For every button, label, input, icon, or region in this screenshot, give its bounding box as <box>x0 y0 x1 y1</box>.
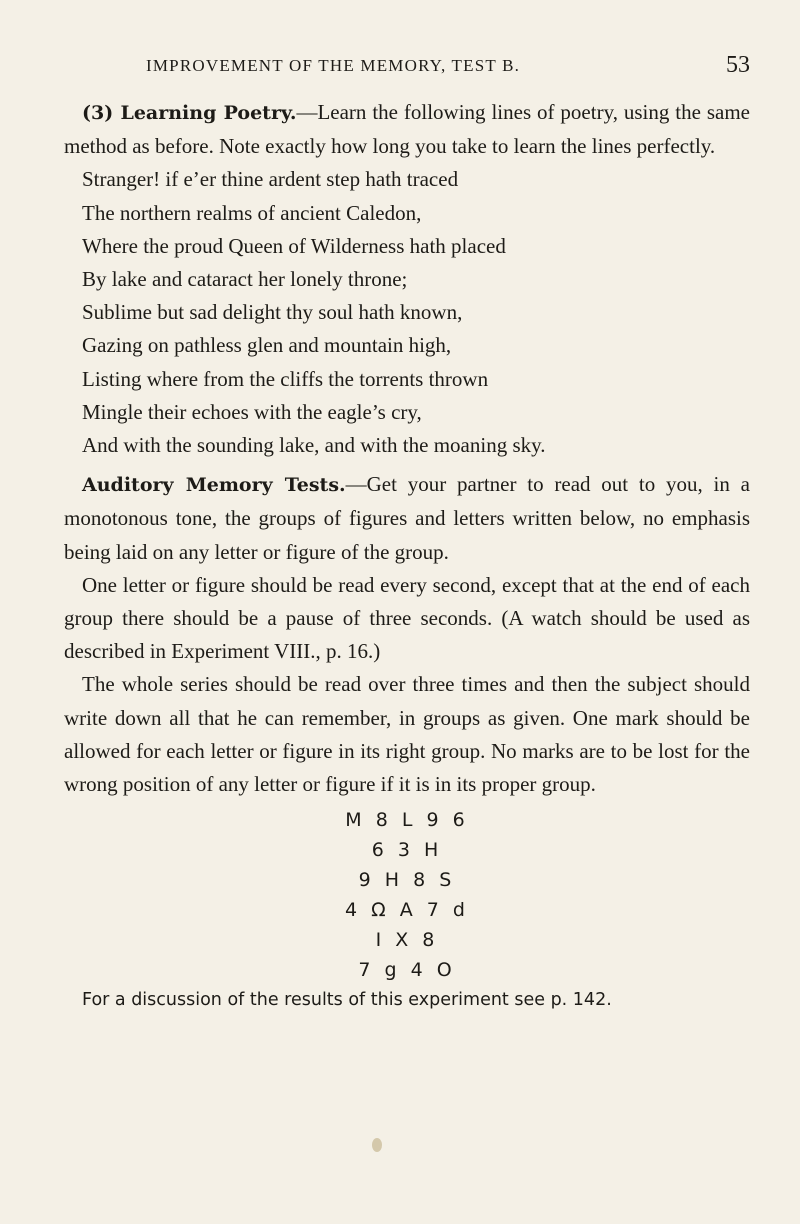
auditory-memory-instructions: —Get your partner to read out to you, in a monotonous tone, the groups of figures and letters written below, no emphasis being laid on any letter or figure of the group. <box>64 472 750 564</box>
auditory-memory-paragraph <box>64 468 750 569</box>
poem-line: Stranger! if e’er thine ardent step hath traced <box>82 167 459 192</box>
footnote: For a discussion of the results of this experiment see p. 142. <box>82 990 612 1011</box>
body-text <box>64 96 750 801</box>
poem-line: Where the proud Queen of Wilderness hath placed <box>82 233 506 258</box>
page-number: 53 <box>726 52 750 78</box>
poem-line: The northern realms of ancient Caledon, <box>82 200 422 225</box>
group-row: 9 H 8 S <box>358 869 456 892</box>
poem-line: Listing where from the cliffs the torrents thrown <box>82 366 489 391</box>
ink-smudge <box>372 1138 382 1152</box>
poem-line: By lake and cataract her lonely throne; <box>82 267 408 292</box>
poem <box>64 163 750 462</box>
learning-poetry-heading: (3) Learning Poetry. <box>82 102 297 124</box>
poem-line: Gazing on pathless glen and mountain high, <box>82 333 452 358</box>
poem-line: Sublime but sad delight thy soul hath known, <box>82 300 463 325</box>
learning-poetry-instructions: —Learn the following lines of poetry, using the same method as before. Note exactly how long you take to learn the lines perfectly. <box>64 100 750 159</box>
letter-figure-groups <box>64 805 750 985</box>
group-row: 4 Ω A 7 d <box>345 899 469 922</box>
auditory-memory-heading: Auditory Memory Tests. <box>82 474 346 497</box>
timing-paragraph: One letter or figure should be read every second, except that at the end of each group there should be a pause of three seconds. (A watch should be used as described in Experiment VIII., p. 16.) <box>64 572 750 664</box>
poem-line: And with the sounding lake, and with the moaning sky. <box>82 433 546 458</box>
group-row: 7 g 4 O <box>358 959 456 982</box>
group-row: I X 8 <box>375 929 439 952</box>
group-row: 6 3 H <box>371 839 443 862</box>
group-row: M 8 L 9 6 <box>345 809 469 832</box>
running-head <box>64 52 750 96</box>
running-title: IMPROVEMENT OF THE MEMORY, TEST B. <box>146 56 521 75</box>
scoring-paragraph: The whole series should be read over three times and then the subject should write down all that he can remember, in groups as given. One mark should be allowed for each letter or figure in its right group. No marks are to be lost for the wrong position of any letter or figure if it is in its proper group. <box>64 672 750 797</box>
poem-line: Mingle their echoes with the eagle’s cry, <box>82 399 422 424</box>
learning-poetry-paragraph <box>64 96 750 163</box>
